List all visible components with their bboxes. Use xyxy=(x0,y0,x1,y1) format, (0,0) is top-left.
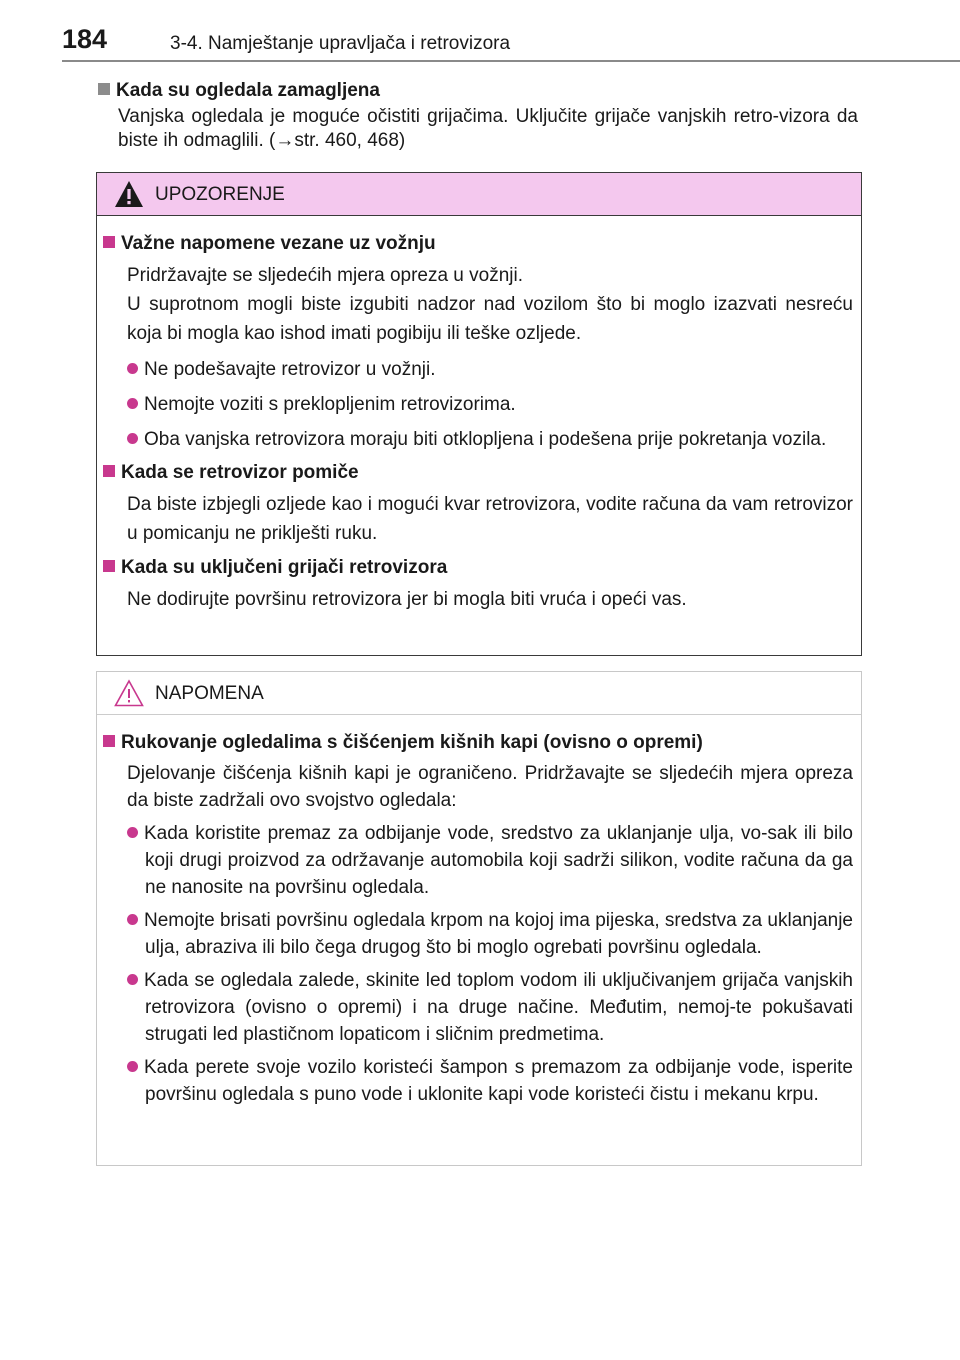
intro-text: Vanjska ogledala je moguće očistiti grijačima. Uključite grijače vanjskih retro-vizora da biste ih odmaglili. (→str. 460, 468) xyxy=(118,106,858,151)
warning-item-heading-text: Kada se retrovizor pomiče xyxy=(121,462,359,483)
notice-item-heading-text: Rukovanje ogledalima s čišćenjem kišnih kapi (ovisno o opremi) xyxy=(121,732,703,753)
warning-box xyxy=(96,172,862,656)
bullet-item xyxy=(127,1054,853,1108)
warning-label: UPOZORENJE xyxy=(155,184,285,205)
bullet-text: Kada koristite premaz za odbijanje vode, sredstvo za uklanjanje ulja, vo-sak ili bilo koji drugi proizvod za održavanje automobila koji sadrži silikon, vodite računa da ga ne nanosite na površinu ogledala. xyxy=(144,823,853,898)
page-header xyxy=(62,22,960,62)
dot-bullet-icon xyxy=(127,433,138,444)
dot-bullet-icon xyxy=(127,398,138,409)
square-bullet-icon xyxy=(103,236,115,248)
square-bullet-icon xyxy=(103,735,115,747)
notice-label: NAPOMENA xyxy=(155,683,264,704)
notice-item-text: Djelovanje čišćenja kišnih kapi je ograničeno. Pridržavajte se sljedećih mjera opreza da biste zadržali ovo svojstvo ogledala: xyxy=(127,763,853,811)
bullet-item xyxy=(127,820,853,901)
intro-heading xyxy=(98,79,858,103)
notice-content xyxy=(97,715,861,1120)
bullet-text: Oba vanjska retrovizora moraju biti otklopljena i podešena prije pokretanja vozila. xyxy=(144,429,827,450)
warning-item-text: Da biste izbjegli ozljede kao i mogući kvar retrovizora, vodite računa da vam retrovizor u pomicanju ne priklješti ruku. xyxy=(127,494,853,544)
dot-bullet-icon xyxy=(127,827,138,838)
bullet-text: Kada se ogledala zalede, skinite led toplom vodom ili uključivanjem grijača vanjskih retrovizora (ovisno o opremi) i na druge načine. Međutim, nemoj-te pokušavati strugati led plastičnom lopaticom i sličnim predmetima. xyxy=(144,970,853,1045)
bullet-item xyxy=(127,967,853,1048)
bullet-item xyxy=(127,391,853,418)
bullet-item xyxy=(127,356,853,383)
page-number: 184 xyxy=(62,24,108,54)
bullet-item xyxy=(127,907,853,961)
warning-item-heading xyxy=(103,461,853,485)
header-divider xyxy=(62,60,960,62)
warning-content xyxy=(97,216,861,626)
warning-item-heading-text: Važne napomene vezane uz vožnju xyxy=(121,233,436,254)
bullet-text: Nemojte brisati površinu ogledala krpom na kojoj ima pijeska, sredstva za uklanjanje ulja, abraziva ili bilo čega drugog što bi moglo ogrebati površinu ogledala. xyxy=(144,910,853,958)
dot-bullet-icon xyxy=(127,914,138,925)
dot-bullet-icon xyxy=(127,1061,138,1072)
notice-header xyxy=(97,672,861,715)
bullet-text: Nemojte voziti s preklopljenim retrovizorima. xyxy=(144,394,516,415)
warning-item-heading xyxy=(103,232,853,256)
bullet-text: Kada perete svoje vozilo koristeći šampon s premazom za odbijanje vode, isperite površinu ogledala s puno vode i uklonite kapi vode koristeći čistu i mekanu krpu. xyxy=(144,1057,853,1105)
intro-section xyxy=(98,79,858,153)
bullet-item xyxy=(127,426,853,453)
warning-item-text: Pridržavajte se sljedećih mjera opreza u vožnji. U suprotnom mogli biste izgubiti nadzor nad vozilom što bi moglo izazvati nesreću koja bi mogla kao ishod imati pogibiju ili teške ozljede. xyxy=(127,265,853,344)
bullet-text: Ne podešavajte retrovizor u vožnji. xyxy=(144,359,436,380)
intro-heading-text: Kada su ogledala zamagljena xyxy=(116,80,380,101)
warning-item-heading xyxy=(103,556,853,580)
notice-triangle-icon xyxy=(114,679,144,707)
warning-triangle-icon xyxy=(114,180,144,208)
warning-item-text: Ne dodirujte površinu retrovizora jer bi mogla biti vruća i opeći vas. xyxy=(127,589,687,610)
square-bullet-icon xyxy=(103,560,115,572)
notice-item-heading xyxy=(103,731,853,755)
warning-header xyxy=(97,173,861,216)
notice-box xyxy=(96,671,862,1166)
dot-bullet-icon xyxy=(127,363,138,374)
warning-item-heading-text: Kada su uključeni grijači retrovizora xyxy=(121,557,448,578)
square-bullet-icon xyxy=(103,465,115,477)
dot-bullet-icon xyxy=(127,974,138,985)
square-bullet-icon xyxy=(98,83,110,95)
section-title: 3-4. Namještanje upravljača i retrovizora xyxy=(170,33,511,54)
